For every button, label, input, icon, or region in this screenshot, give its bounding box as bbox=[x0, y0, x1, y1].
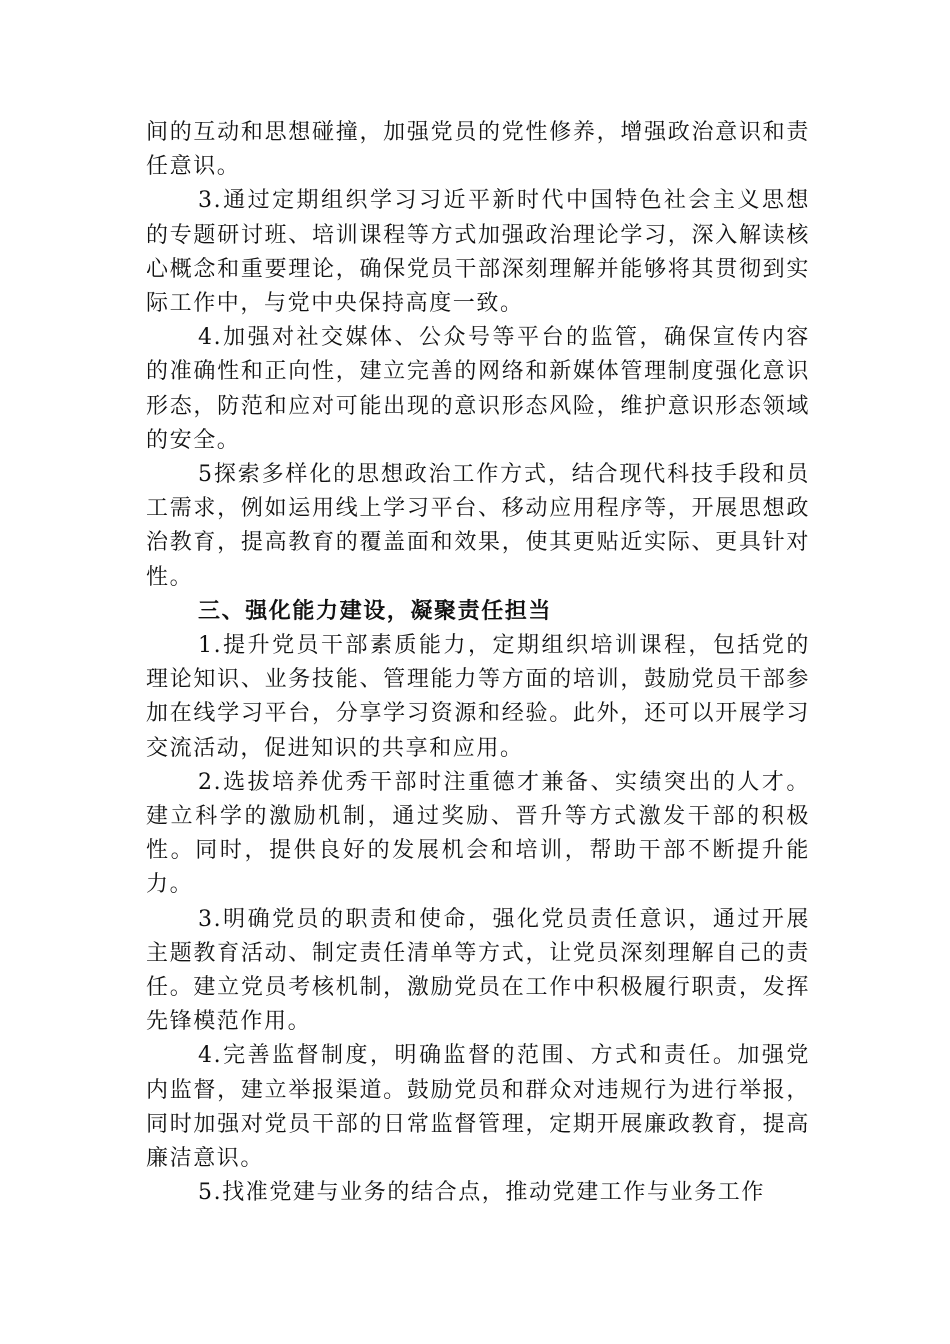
paragraph-item-3b: 3.明确党员的职责和使命，强化党员责任意识，通过开展主题教育活动、制定责任清单等方式，让党员深刻理解自己的责任。建立党员考核机制，激励党员在工作中积极履行职责，发挥先锋模范作用。 bbox=[146, 906, 810, 1035]
paragraph-item-5: 5探索多样化的思想政治工作方式，结合现代科技手段和员工需求，例如运用线上学习平台、移动应用程序等，开展思想政治教育，提高教育的覆盖面和效果，使其更贴近实际、更具针对性。 bbox=[146, 462, 810, 590]
paragraph-item-4: 4.加强对社交媒体、公众号等平台的监管，确保宣传内容的准确性和正向性，建立完善的网络和新媒体管理制度强化意识形态，防范和应对可能出现的意识形态风险，维护意识形态领域的安全。 bbox=[146, 325, 810, 453]
document-page bbox=[146, 116, 810, 1211]
paragraph-item-4b: 4.完善监督制度，明确监督的范围、方式和责任。加强党内监督，建立举报渠道。鼓励党员和群众对违规行为进行举报，同时加强对党员干部的日常监督管理，定期开展廉政教育，提高廉洁意识。 bbox=[146, 1043, 810, 1172]
paragraph-continuation: 间的互动和思想碰撞，加强党员的党性修养，增强政治意识和责任意识。 bbox=[146, 120, 810, 180]
paragraph-item-2: 2.选拔培养优秀干部时注重德才兼备、实绩突出的人才。建立科学的激励机制，通过奖励、晋升等方式激发干部的积极性。同时，提供良好的发展机会和培训，帮助干部不断提升能力。 bbox=[146, 769, 810, 898]
section-heading: 三、强化能力建设，凝聚责任担当 bbox=[198, 598, 553, 624]
paragraph-item-5b: 5.找准党建与业务的结合点，推动党建工作与业务工作 bbox=[198, 1180, 765, 1206]
paragraph-item-3: 3.通过定期组织学习习近平新时代中国特色社会主义思想的专题研讨班、培训课程等方式加强政治理论学习，深入解读核心概念和重要理论，确保党员干部深刻理解并能够将其贯彻到实际工作中，与党中央保持高度一致。 bbox=[146, 188, 810, 317]
paragraph-item-1: 1.提升党员干部素质能力，定期组织培训课程，包括党的理论知识、业务技能、管理能力等方面的培训，鼓励党员干部参加在线学习平台，分享学习资源和经验。此外，还可以开展学习交流活动，促进知识的共享和应用。 bbox=[146, 633, 810, 761]
